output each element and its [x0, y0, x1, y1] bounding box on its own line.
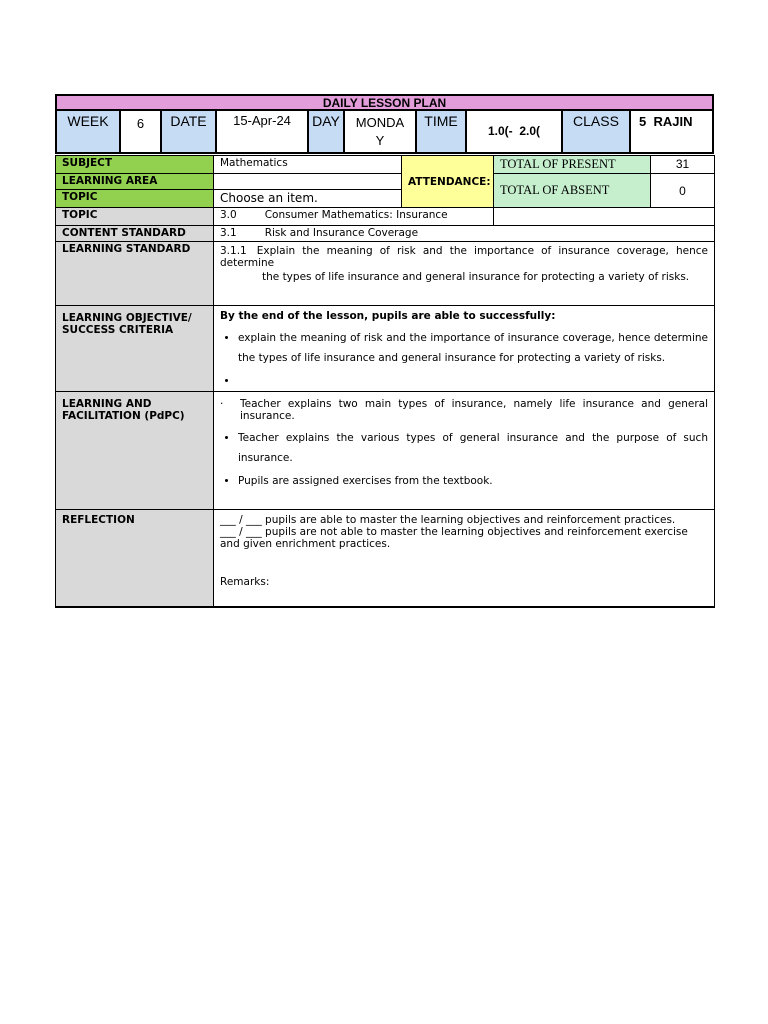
class-label: CLASS — [563, 111, 631, 152]
week-label: WEEK — [57, 111, 121, 152]
lo-intro: By the end of the lesson, pupils are able to successfully: — [220, 310, 556, 322]
ls-text1: Explain the meaning of risk and the importance of insurance coverage, hence determine — [220, 245, 708, 269]
learning-objective-value — [214, 306, 715, 392]
ls-num: 3.1.1 — [220, 245, 247, 257]
plan-title: DAILY LESSON PLAN — [55, 94, 714, 111]
present-label: TOTAL OF PRESENT — [494, 156, 651, 174]
learning-objective-label: LEARNING OBJECTIVE/ SUCCESS CRITERIA — [56, 306, 214, 392]
time-value[interactable]: 1.0(- 2.0( — [467, 111, 563, 152]
reflection-value[interactable] — [214, 510, 715, 607]
lo-list — [220, 328, 708, 387]
topic-empty-cell — [494, 208, 715, 226]
topic-text: Consumer Mathematics: Insurance — [264, 209, 448, 221]
lf-list — [220, 428, 708, 491]
learning-area-value[interactable] — [214, 174, 402, 190]
content-standard-value — [214, 226, 715, 242]
content-text: Risk and Insurance Coverage — [264, 227, 419, 239]
lo-item[interactable] — [238, 371, 708, 387]
learning-standard-label: LEARNING STANDARD — [56, 242, 214, 306]
class-value[interactable]: 5 RAJIN — [639, 114, 693, 129]
week-value[interactable]: 6 — [121, 111, 162, 152]
date-value[interactable]: 15-Apr-24 — [217, 111, 309, 152]
time-label: TIME — [417, 111, 467, 152]
reflection-label: REFLECTION — [56, 510, 214, 607]
learning-facilitation-label: LEARNING AND FACILITATION (PdPC) — [56, 392, 214, 510]
absent-value[interactable]: 0 — [651, 174, 715, 208]
day-value-line2: Y — [375, 133, 385, 148]
lesson-table — [55, 155, 715, 608]
lf-item: • Teacher explains the various types of general insurance and the purpose of such insurance. — [238, 428, 708, 468]
lf-item: • Pupils are assigned exercises from the textbook. — [238, 471, 708, 491]
learning-area-label: LEARNING AREA — [56, 174, 214, 190]
topic-num: 3.0 — [220, 209, 237, 221]
day-label: DAY — [309, 111, 345, 152]
lf-item — [220, 398, 708, 422]
content-standard-label: CONTENT STANDARD — [56, 226, 214, 242]
remarks-label: Remarks: — [220, 576, 270, 588]
subject-value[interactable]: Mathematics — [214, 156, 402, 174]
learning-facilitation-value — [214, 392, 715, 510]
reflection-line2: ___ / ___ pupils are not able to master the learning objectives and reinforcement exercise and given enrichment practices. — [220, 526, 688, 550]
reflection-line1: ___ / ___ pupils are able to master the learning objectives and reinforcement practices. — [220, 514, 676, 526]
lesson-table-wrapper — [55, 155, 714, 608]
attendance-label: ATTENDANCE: — [402, 156, 494, 208]
day-value-line1: MONDA — [355, 115, 405, 130]
topic-choose-item[interactable]: Choose an item. — [214, 190, 402, 208]
date-label: DATE — [162, 111, 217, 152]
ls-text2: the types of life insurance and general insurance for protecting a variety of risks. — [262, 271, 690, 283]
subject-label: SUBJECT — [56, 156, 214, 174]
topic-value — [214, 208, 494, 226]
lo-item: • explain the meaning of risk and the importance of insurance coverage, hence determine the types of life insurance and general insurance for protecting a variety of risks. — [238, 328, 708, 368]
content-num: 3.1 — [220, 227, 237, 239]
topic-label: TOPIC — [56, 208, 214, 226]
lf-item-text: Teacher explains two main types of insurance, namely life insurance and general insurance. — [240, 398, 708, 422]
topic-green-label: TOPIC — [56, 190, 214, 208]
learning-standard-value — [214, 242, 715, 306]
absent-label: TOTAL OF ABSENT — [494, 174, 651, 208]
header-row — [55, 111, 714, 154]
day-value[interactable] — [345, 111, 417, 152]
present-value[interactable]: 31 — [651, 156, 715, 174]
lf-item-marker: · — [220, 398, 224, 410]
